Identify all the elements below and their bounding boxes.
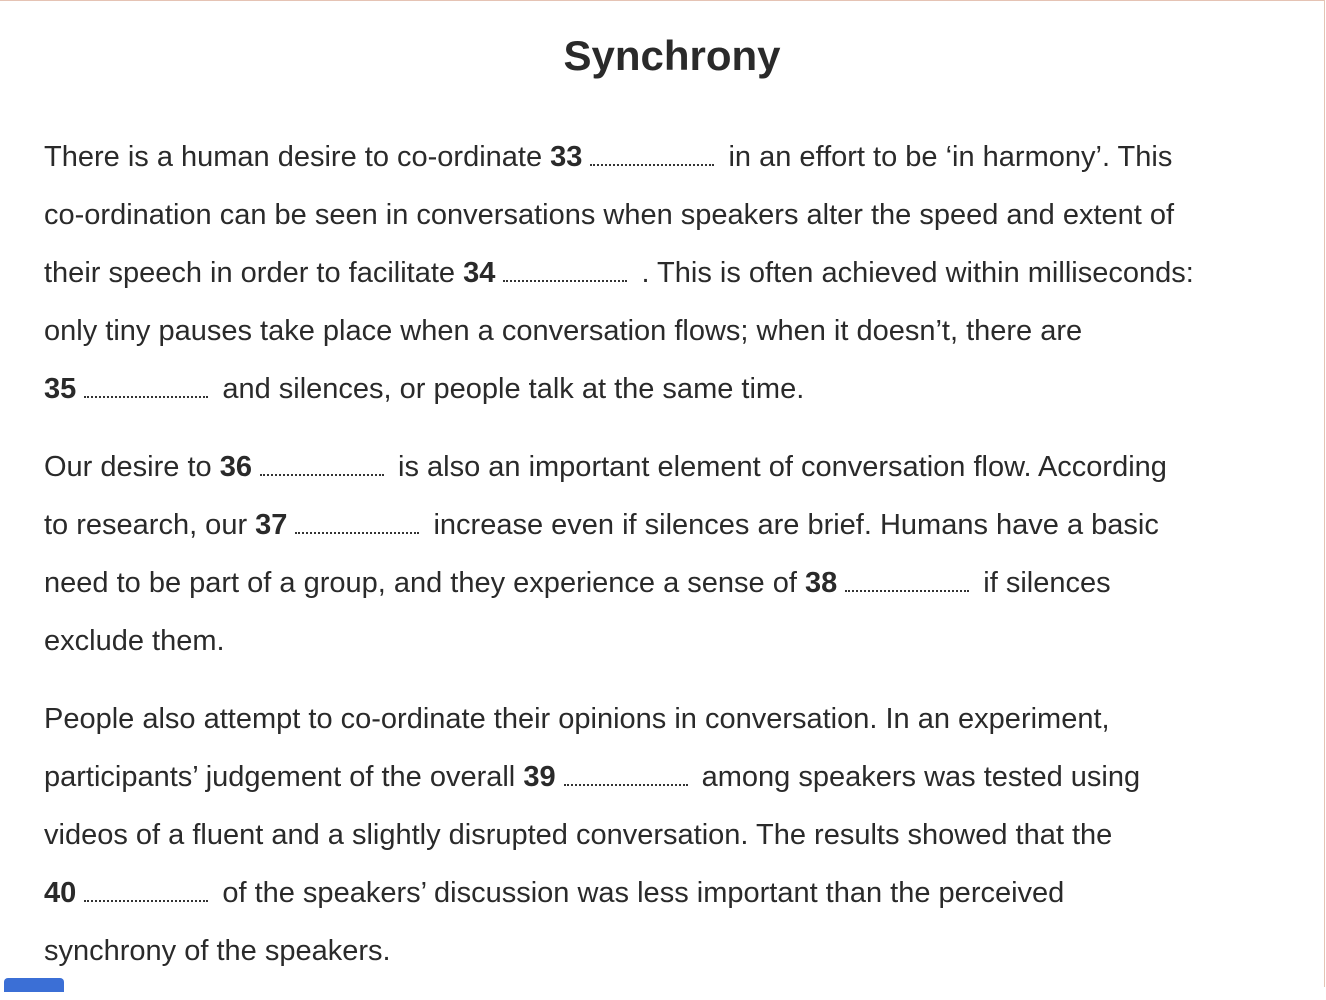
answer-blank-38[interactable] <box>845 580 969 592</box>
question-number-38: 38 <box>804 567 838 599</box>
paragraph-2 <box>44 438 1306 670</box>
text: to research, our <box>44 509 256 541</box>
question-number-34: 34 <box>463 257 496 289</box>
text: Our desire to <box>44 451 220 483</box>
text: is also an important element of conversation flow. According <box>389 451 1167 483</box>
text: and silences, or people talk at the same time. <box>214 373 805 405</box>
question-number-33: 33 <box>550 141 583 173</box>
corner-tab[interactable] <box>4 978 64 992</box>
answer-blank-39[interactable] <box>564 774 688 786</box>
question-number-39: 39 <box>523 761 556 793</box>
text: co-ordination can be seen in conversations when speakers alter the speed and extent of <box>44 199 1175 231</box>
text: need to be part of a group, and they experience a sense of <box>44 567 805 599</box>
text: in an effort to be ‘in harmony’. This <box>720 141 1173 173</box>
page-title: Synchrony <box>563 32 781 79</box>
answer-blank-33[interactable] <box>590 154 714 166</box>
text: among speakers was tested using <box>693 761 1141 793</box>
text: of the speakers’ discussion was less important than the perceived <box>214 877 1065 909</box>
question-number-40: 40 <box>44 877 77 909</box>
answer-blank-35[interactable] <box>84 386 208 398</box>
text: only tiny pauses take place when a conversation flows; when it doesn’t, there are <box>44 315 1083 347</box>
answer-blank-40[interactable] <box>84 890 208 902</box>
text: exclude them. <box>44 625 225 657</box>
text: participants’ judgement of the overall <box>44 761 524 793</box>
question-number-36: 36 <box>219 451 252 483</box>
question-number-37: 37 <box>255 509 288 541</box>
text: People also attempt to co-ordinate their opinions in conversation. In an experiment, <box>44 703 1110 735</box>
paragraph-3 <box>44 690 1306 980</box>
passage <box>44 128 1306 1000</box>
text: synchrony of the speakers. <box>44 935 391 967</box>
text: if silences <box>975 567 1111 599</box>
text: There is a human desire to co-ordinate <box>44 141 551 173</box>
answer-blank-36[interactable] <box>260 464 384 476</box>
text: . This is often achieved within milliseconds: <box>633 257 1194 289</box>
answer-blank-34[interactable] <box>503 270 627 282</box>
text: their speech in order to facilitate <box>44 257 464 289</box>
answer-blank-37[interactable] <box>295 522 419 534</box>
paragraph-1 <box>44 128 1306 418</box>
text: videos of a fluent and a slightly disrupted conversation. The results showed that the <box>44 819 1113 851</box>
text: increase even if silences are brief. Humans have a basic <box>425 509 1159 541</box>
question-number-35: 35 <box>44 373 77 405</box>
